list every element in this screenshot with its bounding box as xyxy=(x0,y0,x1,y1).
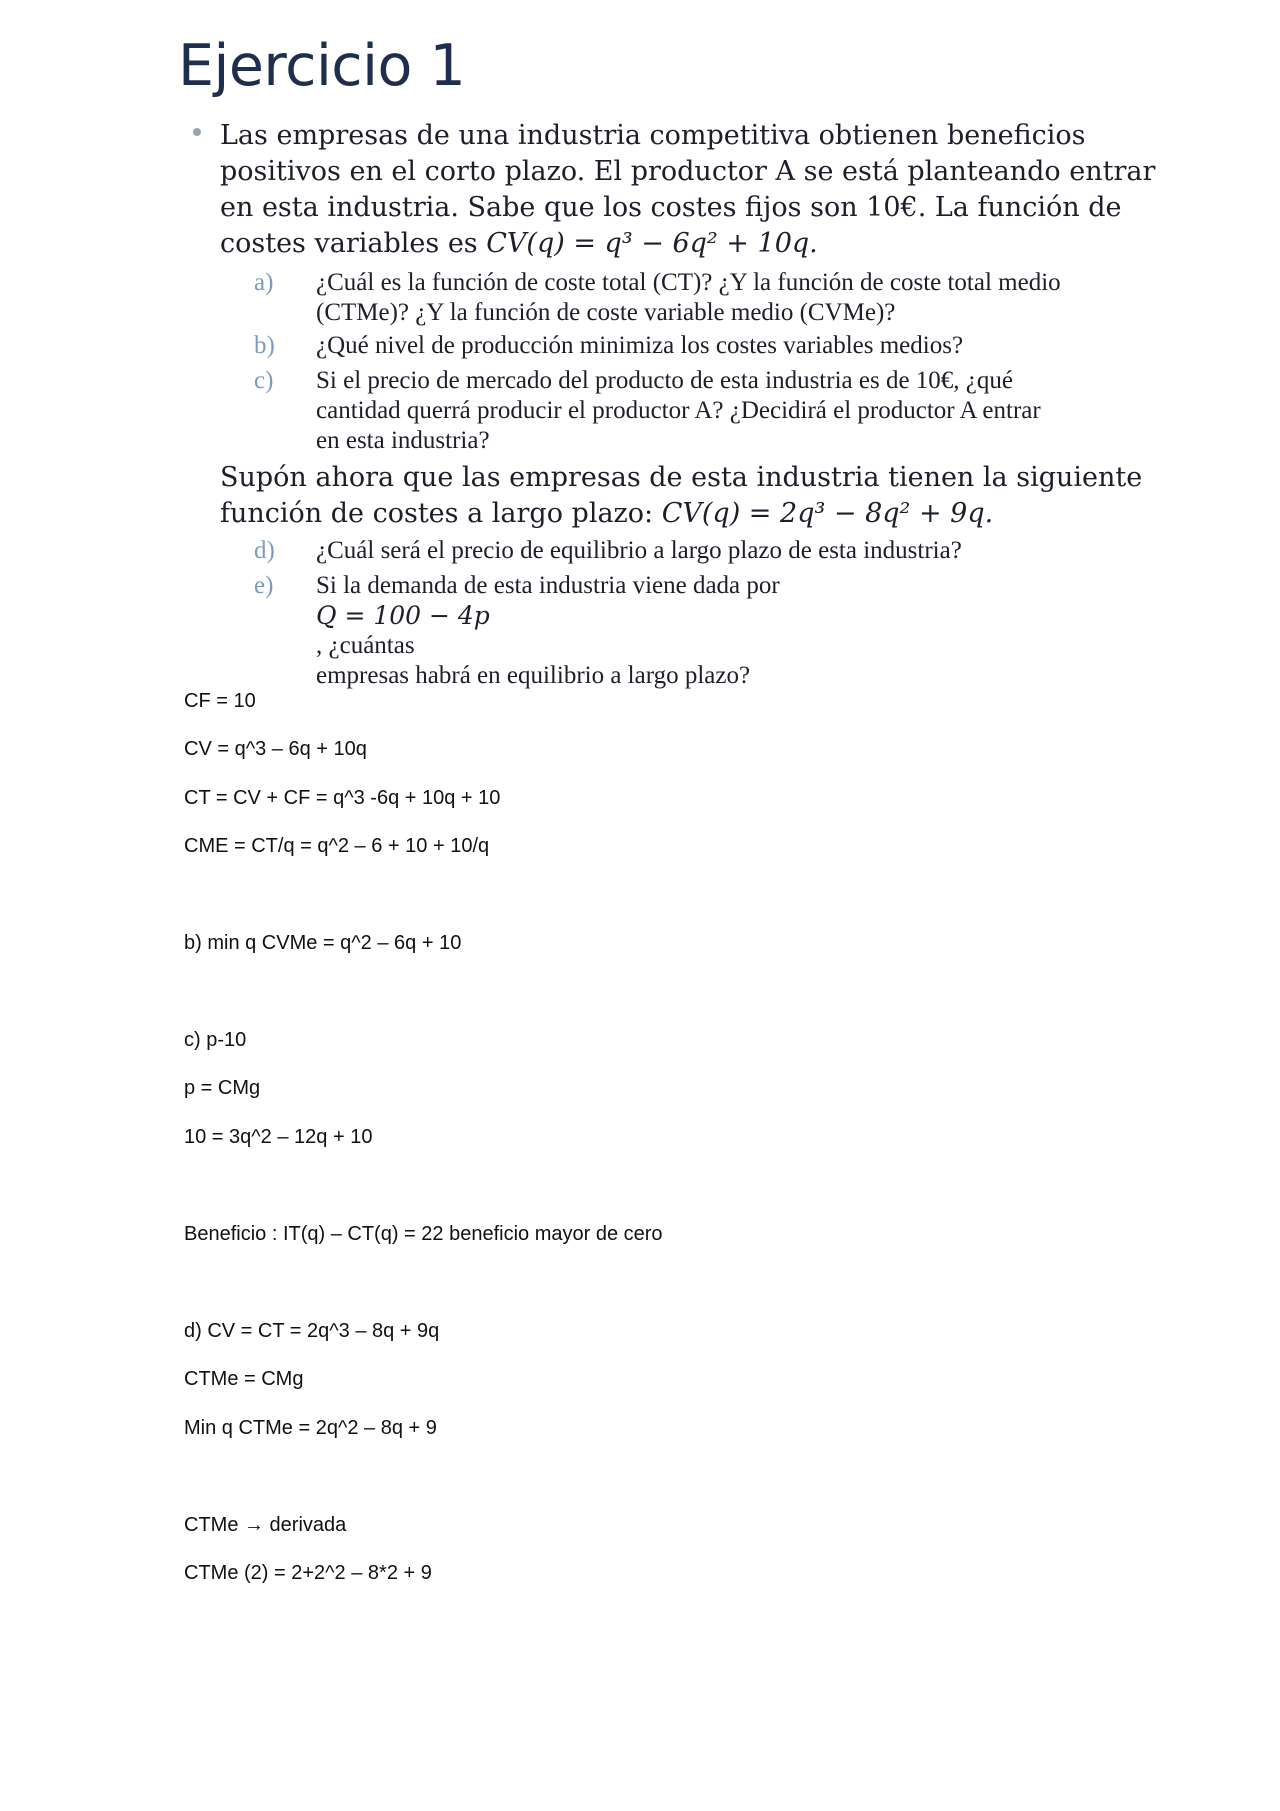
part2-paragraph xyxy=(220,460,1143,532)
note-line: CME = CT/q = q^2 – 6 + 10 + 10/q xyxy=(184,835,490,857)
intro-text: costes variables es xyxy=(220,228,487,259)
question-text xyxy=(316,536,1196,566)
bullet-icon xyxy=(193,128,201,136)
note-line: CF = 10 xyxy=(184,690,256,712)
note-line: Min q CTMe = 2q^2 – 8q + 9 xyxy=(184,1417,437,1439)
question-label: b) xyxy=(254,332,275,359)
note-line: p = CMg xyxy=(184,1077,261,1099)
page-title: Ejercicio 1 xyxy=(178,33,466,99)
intro-line: en esta industria. Sabe que los costes fijos son 10€. La función de xyxy=(220,192,1122,223)
question-text xyxy=(316,366,1196,456)
long-run-cost-formula: CV(q) = 2q³ − 8q² + 9q. xyxy=(661,498,994,529)
question-line: en esta industria? xyxy=(316,427,490,454)
question-line: ¿Cuál es la función de coste total (CT)? ¿Y la función de coste total medio xyxy=(316,269,1061,296)
question-text xyxy=(316,268,1196,328)
note-line: CV = q^3 – 6q + 10q xyxy=(184,738,367,760)
question-label: a) xyxy=(254,269,274,296)
question-label: c) xyxy=(254,367,274,394)
note-line: CTMe → derivada xyxy=(184,1514,347,1536)
demand-formula: Q = 100 − 4p xyxy=(316,601,490,630)
question-line: ¿Qué nivel de producción minimiza los costes variables medios? xyxy=(316,332,964,359)
cost-formula: CV(q) = q³ − 6q² + 10q. xyxy=(486,228,818,259)
question-line: ¿Cuál será el precio de equilibrio a largo plazo de esta industria? xyxy=(316,537,962,564)
question-line: (CTMe)? ¿Y la función de coste variable medio (CVMe)? xyxy=(316,299,896,326)
part2-text: función de costes a largo plazo: xyxy=(220,498,662,529)
question-text-part: Si la demanda de esta industria viene dada por xyxy=(316,572,780,599)
note-line: CTMe (2) = 2+2^2 – 8*2 + 9 xyxy=(184,1562,432,1584)
part2-line: Supón ahora que las empresas de esta industria tienen la siguiente xyxy=(220,462,1143,493)
note-line: 10 = 3q^2 – 12q + 10 xyxy=(184,1126,373,1148)
question-label: e) xyxy=(254,572,274,599)
question-text xyxy=(316,331,1196,361)
note-line: Beneficio : IT(q) – CT(q) = 22 beneficio mayor de cero xyxy=(184,1223,663,1245)
question-text xyxy=(316,571,1196,691)
question-line: Si el precio de mercado del producto de esta industria es de 10€, ¿qué xyxy=(316,367,1013,394)
question-text-part: , ¿cuántas xyxy=(316,632,415,659)
question-label: d) xyxy=(254,537,275,564)
question-line: empresas habrá en equilibrio a largo plazo? xyxy=(316,662,751,689)
note-line: CTMe = CMg xyxy=(184,1368,304,1390)
question-line: cantidad querrá producir el productor A? ¿Decidirá el productor A entrar xyxy=(316,397,1041,424)
note-line: c) p-10 xyxy=(184,1029,247,1051)
note-line: CT = CV + CF = q^3 -6q + 10q + 10 xyxy=(184,787,501,809)
note-line: d) CV = CT = 2q^3 – 8q + 9q xyxy=(184,1320,440,1342)
intro-paragraph xyxy=(220,118,1156,262)
intro-line xyxy=(220,226,1140,262)
intro-line: positivos en el corto plazo. El productor A se está planteando entrar xyxy=(220,156,1156,187)
intro-line: Las empresas de una industria competitiva obtienen beneficios xyxy=(220,120,1086,151)
note-line: b) min q CVMe = q^2 – 6q + 10 xyxy=(184,932,462,954)
question-line xyxy=(316,571,1196,661)
part2-line xyxy=(220,496,1140,532)
